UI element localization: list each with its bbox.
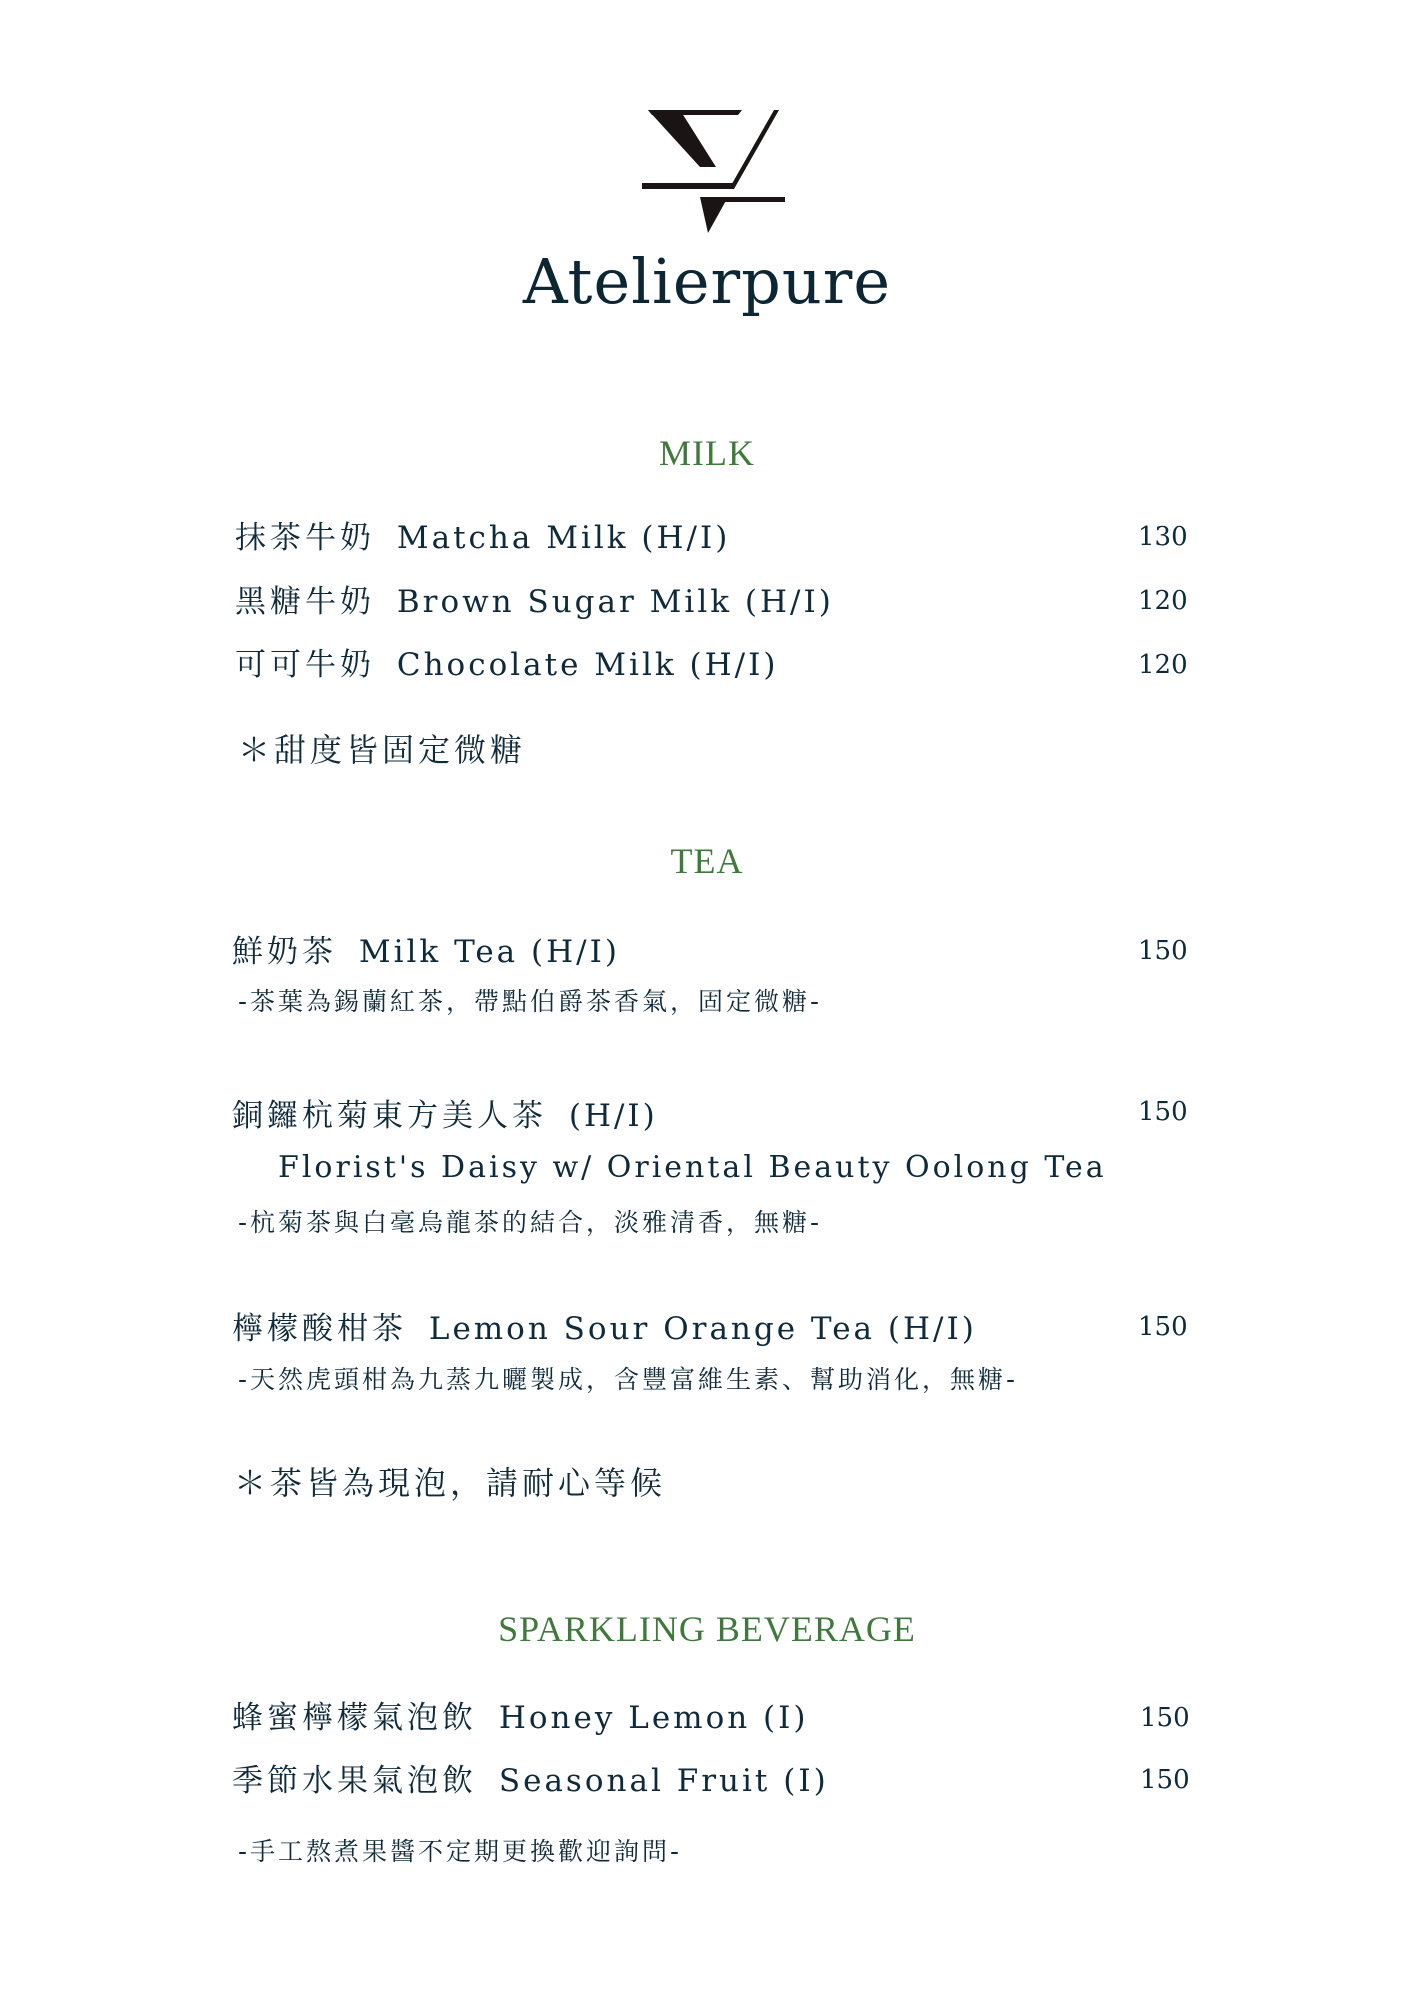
item-description: -杭菊茶與白毫烏龍茶的結合，淡雅清香，無糖-: [238, 1208, 823, 1237]
item-name-zh: 抹茶牛奶: [235, 520, 375, 556]
menu-item: [232, 1692, 808, 1737]
item-name-en: Milk Tea (H/I): [358, 934, 620, 970]
menu-item: [232, 1090, 658, 1135]
menu-item: [235, 576, 834, 621]
item-price: 150: [1140, 1765, 1190, 1795]
item-name-en: Chocolate Milk (H/I): [396, 647, 779, 683]
item-price: 150: [1138, 1097, 1188, 1127]
item-name-zh: 蜂蜜檸檬氣泡飲: [232, 1700, 477, 1736]
milk-note: ＊甜度皆固定微糖: [238, 731, 527, 769]
item-name-en: Seasonal Fruit (I): [498, 1763, 829, 1799]
item-name-en: Matcha Milk (H/I): [396, 520, 731, 556]
section-title-tea: TEA: [670, 841, 744, 881]
item-name-en: (H/I): [568, 1098, 658, 1134]
menu-item: [235, 639, 778, 684]
item-name-en-full: Florist's Daisy w/ Oriental Beauty Oolong Tea: [278, 1150, 1107, 1185]
section-title-sparkling: SPARKLING BEVERAGE: [498, 1609, 916, 1649]
item-name-zh: 銅鑼杭菊東方美人茶: [232, 1098, 547, 1134]
item-price: 130: [1138, 522, 1188, 552]
item-price: 120: [1138, 586, 1188, 616]
item-price: 120: [1138, 650, 1188, 680]
item-name-zh: 檸檬酸柑茶: [232, 1311, 407, 1347]
item-name-en: Honey Lemon (I): [498, 1700, 809, 1736]
section-title-milk: MILK: [659, 433, 755, 473]
item-price: 150: [1138, 1312, 1188, 1342]
item-name-zh: 黑糖牛奶: [235, 584, 375, 620]
brand-name: Atelierpure: [522, 245, 892, 318]
menu-item: [232, 1303, 977, 1348]
item-name-en: Brown Sugar Milk (H/I): [396, 584, 834, 620]
item-name-zh: 鮮奶茶: [232, 934, 337, 970]
item-description: -天然虎頭柑為九蒸九曬製成，含豐富維生素、幫助消化，無糖-: [238, 1365, 1019, 1394]
menu-item: [232, 926, 620, 971]
item-name-zh: 可可牛奶: [235, 647, 375, 683]
item-price: 150: [1140, 1703, 1190, 1733]
sparkling-description: -手工熬煮果醬不定期更換歡迎詢問-: [238, 1837, 683, 1866]
item-price: 150: [1138, 936, 1188, 966]
item-name-en: Lemon Sour Orange Tea (H/I): [428, 1311, 977, 1347]
brand-logo-icon: [642, 105, 787, 235]
tea-note: ＊茶皆為現泡，請耐心等候: [234, 1464, 667, 1502]
menu-item: [232, 1755, 829, 1800]
item-description: -茶葉為錫蘭紅茶，帶點伯爵茶香氣，固定微糖-: [238, 987, 823, 1016]
menu-item: [235, 512, 730, 557]
item-name-zh: 季節水果氣泡飲: [232, 1763, 477, 1799]
